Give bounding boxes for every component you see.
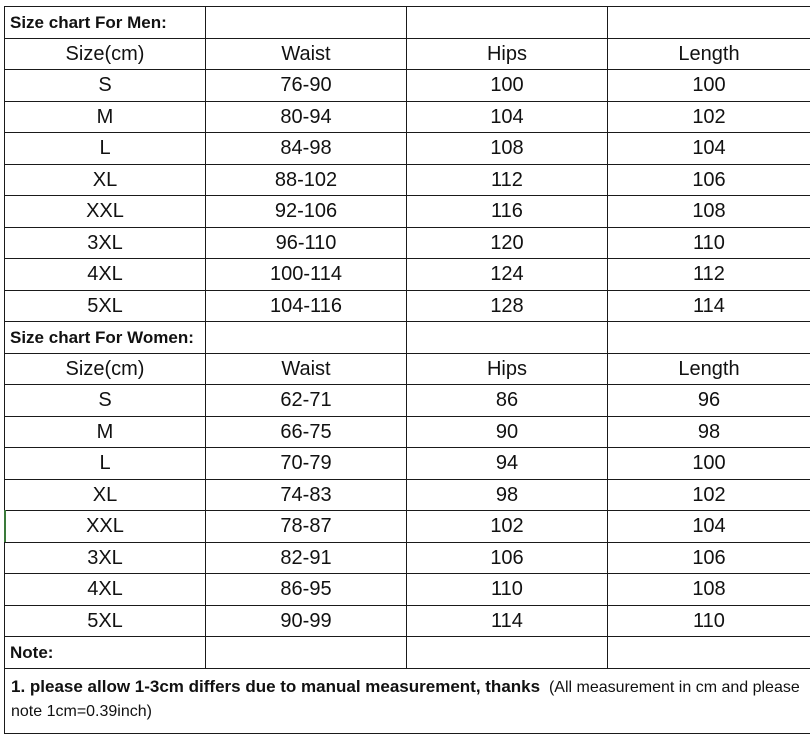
size-cell: M [5,101,206,133]
length-cell: 102 [608,101,810,133]
women-row-xxl [5,511,810,543]
length-cell: 106 [608,164,810,196]
waist-cell: 92-106 [206,196,407,228]
empty-cell [608,7,810,39]
men-section-row [5,7,810,39]
waist-cell: 74-83 [206,479,407,511]
empty-cell [206,637,407,669]
size-cell: S [5,385,206,417]
note-label-row [5,637,810,669]
note-body-row [5,668,810,733]
men-header-length: Length [608,38,810,70]
length-cell: 102 [608,479,810,511]
note-label: Note: [5,637,206,669]
waist-cell: 96-110 [206,227,407,259]
women-row-m [5,416,810,448]
size-cell: 3XL [5,227,206,259]
size-cell: L [5,133,206,165]
size-cell: M [5,416,206,448]
men-row-m [5,101,810,133]
hips-cell: 90 [407,416,608,448]
hips-cell: 94 [407,448,608,480]
waist-cell: 86-95 [206,574,407,606]
empty-cell [608,322,810,354]
note-normal-text: (All measurement in cm and please note 1cm=0.39inch) [11,679,800,720]
hips-cell: 102 [407,511,608,543]
men-row-xl [5,164,810,196]
length-cell: 108 [608,574,810,606]
length-cell: 110 [608,605,810,637]
hips-cell: 104 [407,101,608,133]
size-cell: XL [5,479,206,511]
women-header-waist: Waist [206,353,407,385]
men-row-s [5,70,810,102]
men-row-5xl [5,290,810,322]
note-bold-text: 1. please allow 1-3cm differs due to manual measurement, thanks [11,677,541,696]
length-cell: 100 [608,70,810,102]
men-header-hips: Hips [407,38,608,70]
hips-cell: 110 [407,574,608,606]
note-text-cell [5,668,810,733]
length-cell: 96 [608,385,810,417]
waist-cell: 62-71 [206,385,407,417]
length-cell: 114 [608,290,810,322]
size-chart-table [4,6,810,734]
length-cell: 104 [608,511,810,543]
waist-cell: 76-90 [206,70,407,102]
women-header-hips: Hips [407,353,608,385]
women-row-s [5,385,810,417]
women-row-l [5,448,810,480]
hips-cell: 128 [407,290,608,322]
hips-cell: 98 [407,479,608,511]
waist-cell: 66-75 [206,416,407,448]
hips-cell: 100 [407,70,608,102]
waist-cell: 90-99 [206,605,407,637]
waist-cell: 80-94 [206,101,407,133]
length-cell: 112 [608,259,810,291]
size-cell: L [5,448,206,480]
empty-cell [206,7,407,39]
length-cell: 100 [608,448,810,480]
hips-cell: 112 [407,164,608,196]
size-cell: 5XL [5,290,206,322]
waist-cell: 104-116 [206,290,407,322]
size-cell: S [5,70,206,102]
empty-cell [206,322,407,354]
women-header-row [5,353,810,385]
size-chart-body [5,7,810,734]
hips-cell: 114 [407,605,608,637]
men-section-title: Size chart For Men: [5,7,206,39]
women-section-title: Size chart For Women: [5,322,206,354]
waist-cell: 84-98 [206,133,407,165]
size-cell: 3XL [5,542,206,574]
size-cell: 5XL [5,605,206,637]
length-cell: 108 [608,196,810,228]
size-cell: XXL [5,196,206,228]
waist-cell: 88-102 [206,164,407,196]
hips-cell: 108 [407,133,608,165]
women-row-xl [5,479,810,511]
empty-cell [407,322,608,354]
empty-cell [407,7,608,39]
hips-cell: 106 [407,542,608,574]
size-cell: 4XL [5,574,206,606]
women-header-length: Length [608,353,810,385]
size-cell: XXL [5,511,206,543]
selected-cell-marker [4,510,6,542]
hips-cell: 120 [407,227,608,259]
length-cell: 104 [608,133,810,165]
women-row-3xl [5,542,810,574]
women-section-row [5,322,810,354]
size-cell: XL [5,164,206,196]
length-cell: 106 [608,542,810,574]
men-header-size: Size(cm) [5,38,206,70]
empty-cell [407,637,608,669]
waist-cell: 82-91 [206,542,407,574]
size-cell: 4XL [5,259,206,291]
men-row-xxl [5,196,810,228]
men-row-l [5,133,810,165]
waist-cell: 70-79 [206,448,407,480]
empty-cell [608,637,810,669]
length-cell: 98 [608,416,810,448]
men-header-waist: Waist [206,38,407,70]
men-row-4xl [5,259,810,291]
women-row-4xl [5,574,810,606]
waist-cell: 78-87 [206,511,407,543]
hips-cell: 124 [407,259,608,291]
women-header-size: Size(cm) [5,353,206,385]
men-header-row [5,38,810,70]
hips-cell: 86 [407,385,608,417]
waist-cell: 100-114 [206,259,407,291]
length-cell: 110 [608,227,810,259]
women-row-5xl [5,605,810,637]
hips-cell: 116 [407,196,608,228]
men-row-3xl [5,227,810,259]
